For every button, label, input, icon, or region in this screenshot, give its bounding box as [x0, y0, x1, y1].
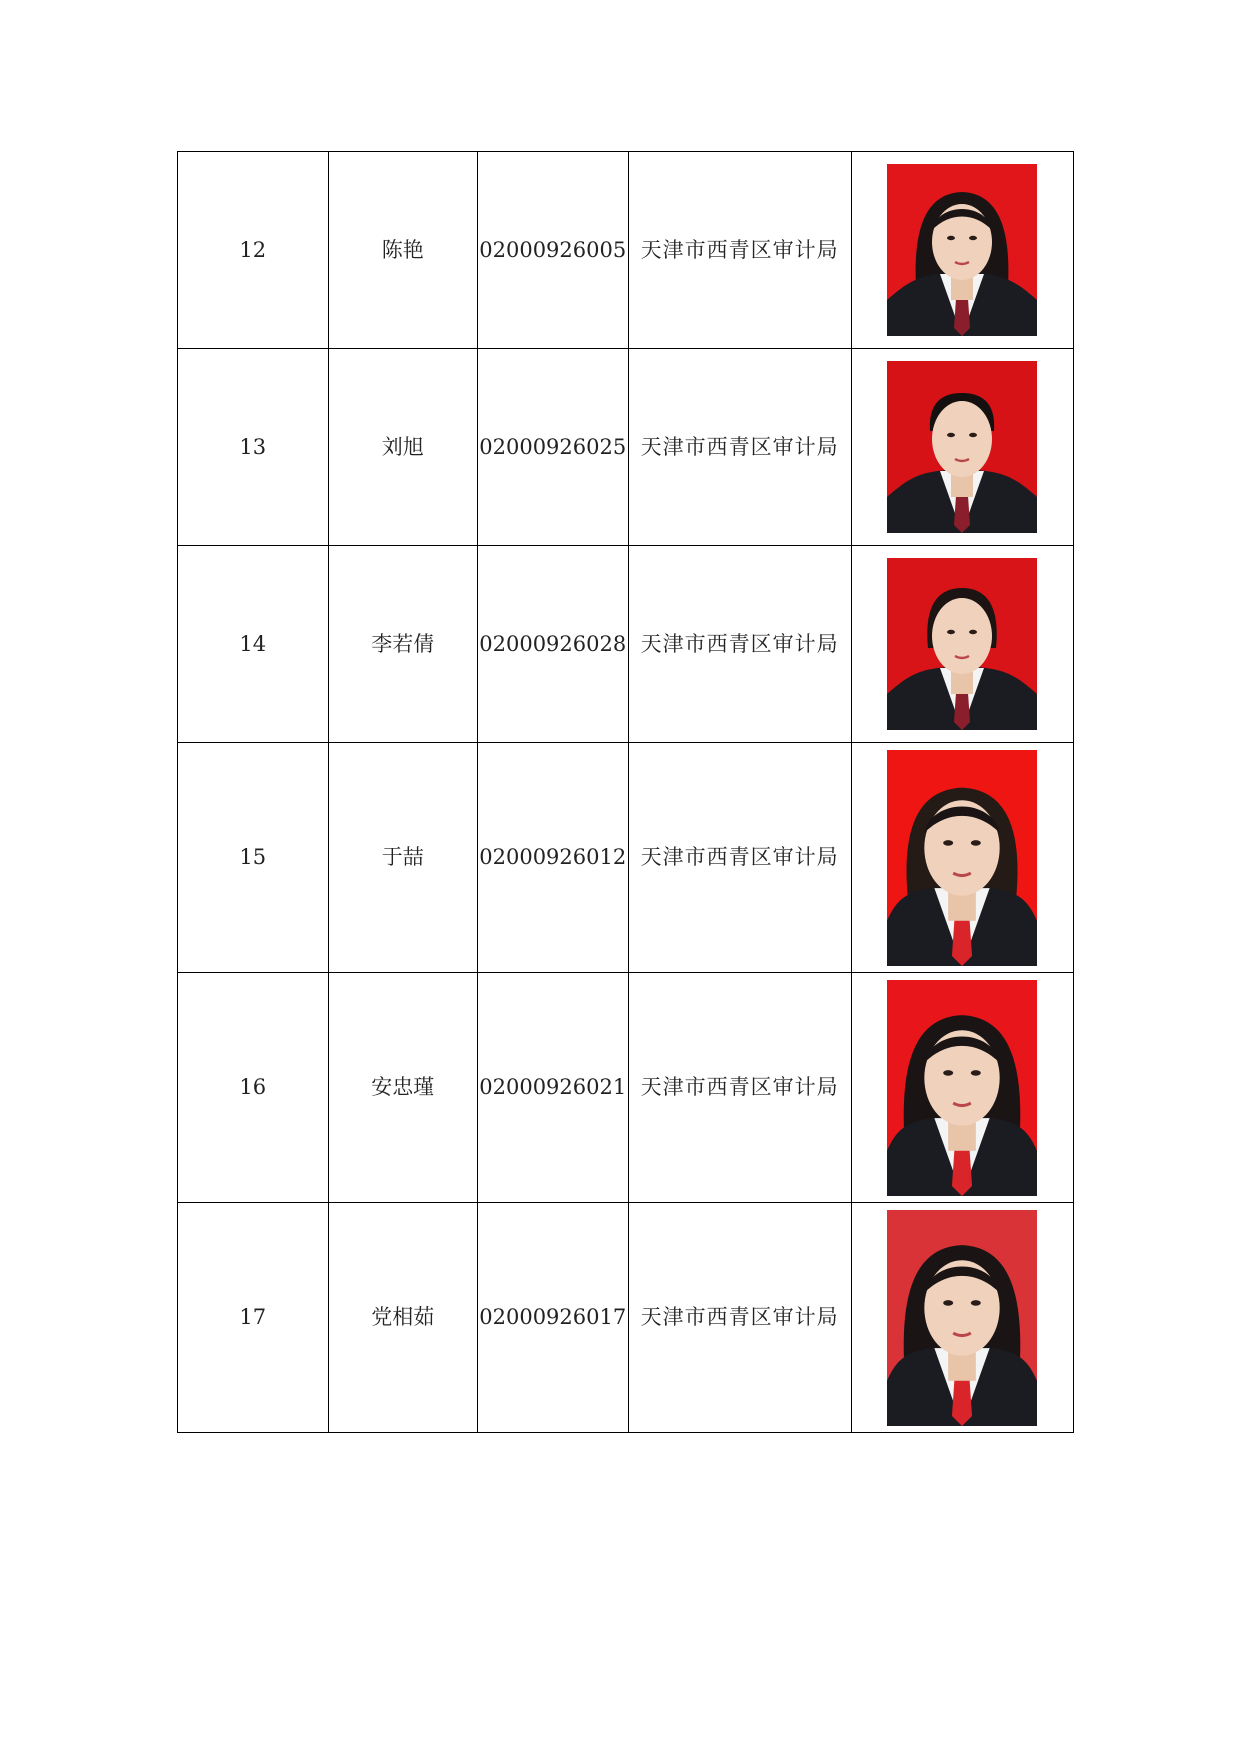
- organization-cell: 天津市西青区审计局: [628, 349, 851, 546]
- personnel-table-body: [178, 152, 1074, 1433]
- name-cell: 刘旭: [328, 349, 478, 546]
- portrait-svg: [887, 1210, 1037, 1426]
- person-portrait-female-icon: [887, 1210, 1037, 1426]
- person-portrait-male-icon: [887, 361, 1037, 533]
- portrait-svg: [887, 750, 1037, 966]
- organization-cell: 天津市西青区审计局: [628, 152, 851, 349]
- code-cell: 02000926021: [478, 973, 629, 1203]
- name-cell: 陈艳: [328, 152, 478, 349]
- portrait-svg: [887, 980, 1037, 1196]
- index-cell: 13: [178, 349, 329, 546]
- photo-cell: [851, 743, 1073, 973]
- organization-cell: 天津市西青区审计局: [628, 546, 851, 743]
- photo-cell: [851, 152, 1073, 349]
- index-cell: 14: [178, 546, 329, 743]
- name-cell: 于喆: [328, 743, 478, 973]
- organization-cell: 天津市西青区审计局: [628, 743, 851, 973]
- personnel-table: [177, 151, 1074, 1433]
- index-cell: 15: [178, 743, 329, 973]
- photo-cell: [851, 349, 1073, 546]
- organization-cell: 天津市西青区审计局: [628, 973, 851, 1203]
- index-cell: 12: [178, 152, 329, 349]
- code-cell: 02000926005: [478, 152, 629, 349]
- code-cell: 02000926012: [478, 743, 629, 973]
- table-row: [178, 349, 1074, 546]
- table-row: [178, 546, 1074, 743]
- index-cell: 16: [178, 973, 329, 1203]
- portrait-svg: [887, 164, 1037, 336]
- code-cell: 02000926028: [478, 546, 629, 743]
- portrait-svg: [887, 361, 1037, 533]
- portrait-svg: [887, 558, 1037, 730]
- table-row: [178, 743, 1074, 973]
- index-cell: 17: [178, 1203, 329, 1433]
- person-portrait-female-icon: [887, 164, 1037, 336]
- photo-cell: [851, 973, 1073, 1203]
- organization-cell: 天津市西青区审计局: [628, 1203, 851, 1433]
- photo-cell: [851, 1203, 1073, 1433]
- code-cell: 02000926017: [478, 1203, 629, 1433]
- table-row: [178, 152, 1074, 349]
- code-cell: 02000926025: [478, 349, 629, 546]
- table-row: [178, 1203, 1074, 1433]
- name-cell: 党相茹: [328, 1203, 478, 1433]
- person-portrait-female-icon: [887, 980, 1037, 1196]
- table-row: [178, 973, 1074, 1203]
- photo-cell: [851, 546, 1073, 743]
- person-portrait-female-icon: [887, 750, 1037, 966]
- name-cell: 李若倩: [328, 546, 478, 743]
- name-cell: 安忠瑾: [328, 973, 478, 1203]
- person-portrait-female-icon: [887, 558, 1037, 730]
